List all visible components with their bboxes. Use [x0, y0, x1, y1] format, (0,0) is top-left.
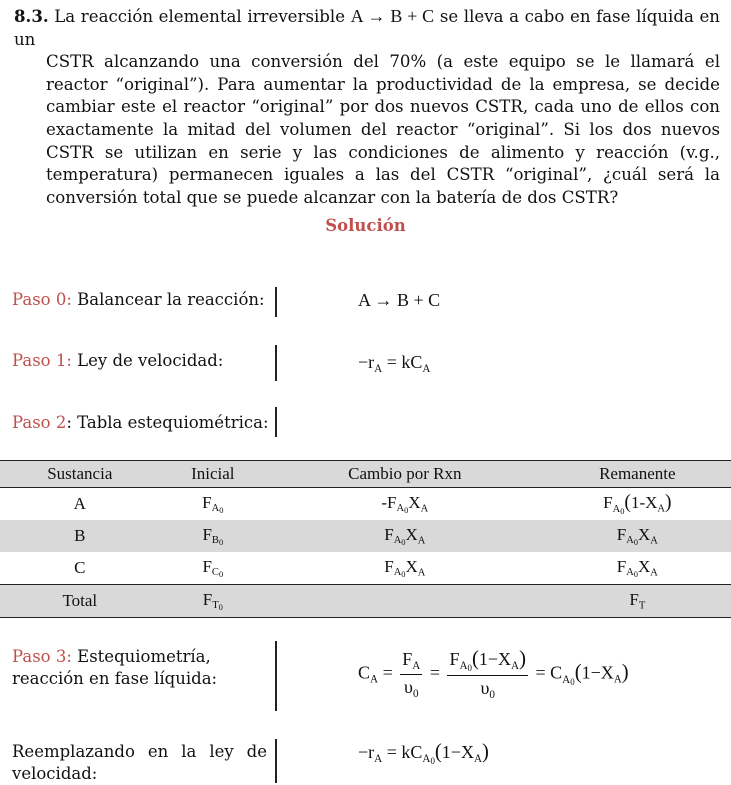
cell-inicial: $F_{A_0}$	[202, 492, 224, 516]
step-4-divider	[275, 739, 277, 783]
step-3-number: Paso 3:	[12, 647, 72, 666]
cell-sustancia: Total	[0, 585, 160, 618]
step-4-text: Reemplazando en la ley de velocidad:	[12, 742, 267, 783]
step-0-number: Paso 0:	[12, 290, 72, 309]
step-1-text: Ley de velocidad:	[77, 351, 224, 370]
problem-statement	[14, 5, 720, 209]
cell-cambio: $F_{A_0}X_A$	[266, 520, 544, 552]
step-2-label	[12, 412, 269, 434]
stoichiometric-table	[0, 460, 731, 618]
step-0-text: Balancear la reacción:	[77, 290, 265, 309]
cell-sustancia: A	[73, 494, 86, 513]
cell-inicial: $F_{T_0}$	[160, 585, 266, 618]
table-header-row	[0, 461, 731, 488]
col-header: Remanente	[544, 461, 731, 488]
step-3-label	[12, 646, 262, 690]
step-1-divider	[275, 345, 277, 381]
step-2-number: Paso 2	[12, 413, 67, 432]
cell-inicial: $F_{C_0}$	[202, 556, 224, 580]
cell-remanente: $F_T$	[544, 585, 731, 618]
step-1-number: Paso 1:	[12, 351, 72, 370]
table-row	[0, 488, 731, 521]
cell-inicial: $F_{B_0}$	[160, 520, 266, 552]
cell-sustancia: B	[0, 520, 160, 552]
step-3-divider	[275, 641, 277, 711]
problem-line1-pre: La reacción elemental irreversible	[54, 7, 346, 26]
step-4-formula: $-r_A = kC_{A_0}(1-X_A)$	[358, 741, 489, 767]
step-0-label	[12, 289, 265, 311]
problem-body: CSTR alcanzando una conversión del 70% (a este equipo se le llamará el reactor “original”). Para aumentar la productividad de la empresa, se decide cambiar este el reactor “original” por dos nuevos CSTR, cada uno de ellos con exactamente la mitad del volumen del reactor “original”. Si los dos nuevos CSTR se utilizan en serie y las condiciones de alimento y reacción (v.g., temperatura) permanecen iguales a las del CSTR “original”, ¿cuál será la conversión total que se puede alcanzar con la batería de dos CSTR?	[46, 52, 720, 207]
step-1-formula: $-r_A = kC_A$	[358, 352, 431, 375]
cell-remanente: $F_{A_0}X_A$	[544, 520, 731, 552]
step-2-divider	[275, 407, 277, 437]
step-0-divider	[275, 287, 277, 317]
table-row-total	[0, 585, 731, 618]
table-row	[0, 552, 731, 585]
fraction: $\frac{F_{A_0}(1-X_A)}{\upsilon_0}$	[449, 648, 526, 701]
solution-heading: Solución	[325, 216, 406, 235]
step-1-label	[12, 350, 223, 372]
table-row	[0, 520, 731, 552]
cell-remanente: $F_{A_0}(1-X_A)$	[603, 492, 672, 516]
col-header: Inicial	[160, 461, 266, 488]
col-header: Sustancia	[0, 461, 160, 488]
fraction: $\frac{F_A}{\upsilon_0}$	[402, 649, 421, 700]
step-4-label	[12, 741, 267, 785]
step-3-formula: $C_A$ = $\frac{F_A}{\upsilon_0}$ = $\frac{F_{A_0}(1-X_A)}{\upsilon_0}$ = $C_{A_0}(1-X_A)$	[358, 648, 629, 701]
problem-line1-post: se lleva a cabo en fase líquida en un	[14, 7, 720, 49]
step-0-formula: A → B + C	[358, 290, 441, 310]
cell-remanente: $F_{A_0}X_A$	[616, 556, 658, 580]
problem-number: 8.3.	[14, 6, 49, 26]
cell-cambio: $F_{A_0}X_A$	[384, 556, 426, 580]
problem-reaction: A → B + C	[350, 6, 435, 26]
step-2-text: : Tabla estequiométrica:	[66, 413, 269, 432]
step-3-text: Estequiometría, reacción en fase líquida:	[12, 647, 218, 688]
cell-cambio	[266, 585, 544, 618]
cell-sustancia: C	[74, 558, 86, 577]
cell-cambio: $-F_{A_0}X_A$	[381, 492, 429, 516]
col-header: Cambio por Rxn	[266, 461, 544, 488]
